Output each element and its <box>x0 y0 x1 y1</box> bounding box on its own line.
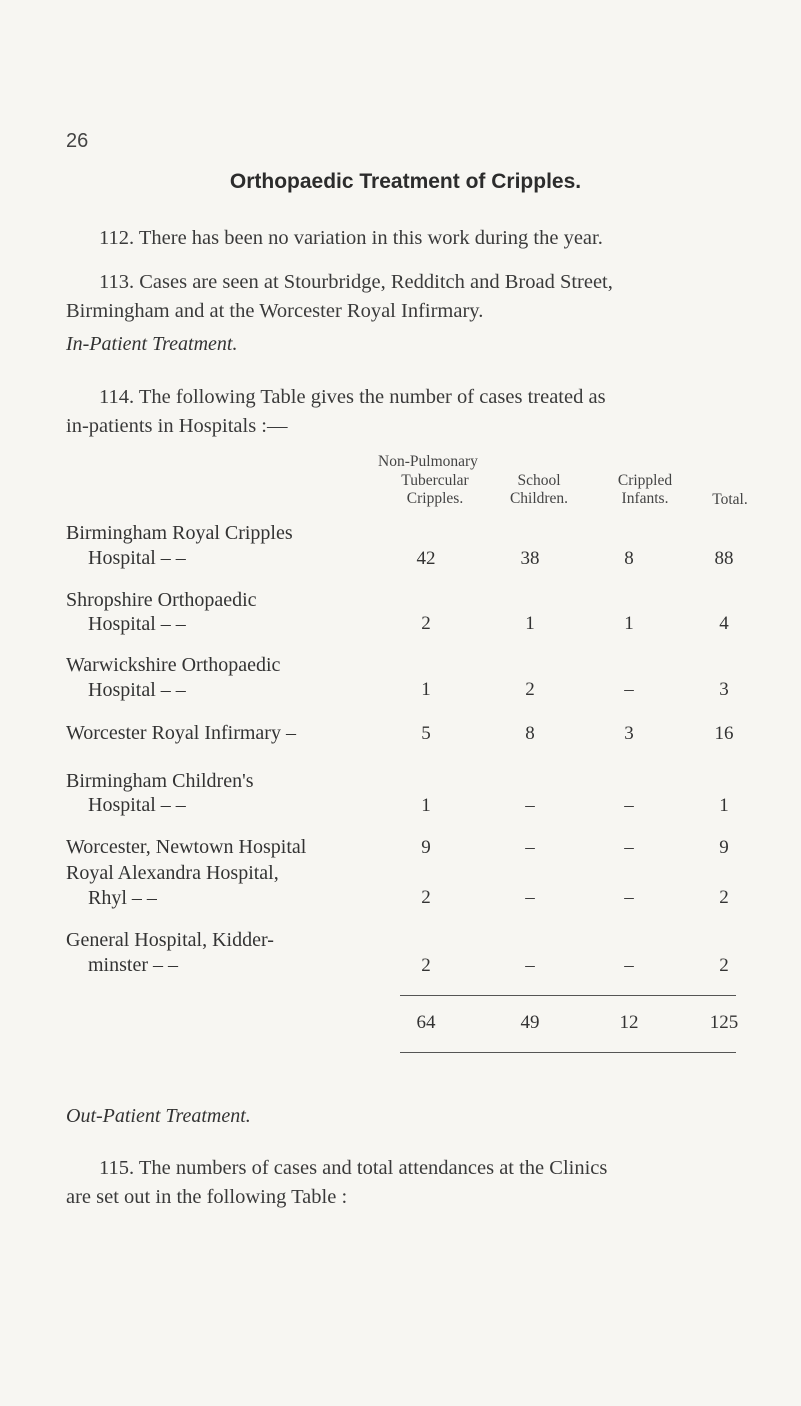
row-label-line1: Worcester, Newtown Hospital <box>66 836 307 858</box>
total-school: 49 <box>520 1012 540 1033</box>
cell-crippled: 3 <box>624 723 634 744</box>
row-label-line2: minster – – <box>88 954 178 976</box>
cell-tubercular: 42 <box>416 548 436 569</box>
cell-tubercular: 1 <box>421 679 431 700</box>
page-number: 26 <box>66 130 89 152</box>
cell-total: 88 <box>714 548 734 569</box>
cell-crippled: – <box>624 955 634 976</box>
row-label-line1: General Hospital, Kidder- <box>66 929 274 951</box>
table-group-header: Non-Pulmonary <box>378 453 478 470</box>
cell-school: – <box>525 887 535 908</box>
row-label-line1: Warwickshire Orthopaedic <box>66 654 281 676</box>
cell-total: 4 <box>719 613 729 634</box>
cell-total: 1 <box>719 795 729 816</box>
outpatient-heading: Out-Patient Treatment. <box>66 1105 251 1127</box>
row-label-line2: Hospital – – <box>88 613 186 635</box>
total-tubercular: 64 <box>416 1012 436 1033</box>
cell-total: 16 <box>714 723 734 744</box>
paragraph-115: 115. The numbers of cases and total attendances at the Clinics are set out in the following Table : <box>66 1157 608 1208</box>
cell-crippled: – <box>624 837 634 858</box>
cell-crippled: – <box>624 795 634 816</box>
cell-tubercular: 1 <box>421 795 431 816</box>
col-header-crippled: Crippled Infants. <box>617 472 673 507</box>
col-header-total: Total. <box>712 491 748 508</box>
cell-school: 1 <box>525 613 535 634</box>
cell-crippled: 1 <box>624 613 634 634</box>
paragraph-113: 113. Cases are seen at Stourbridge, Redditch and Broad Street, Birmingham and at the Worcester Royal Infirmary. <box>66 271 613 322</box>
cell-total: 3 <box>719 679 729 700</box>
paragraph-112: 112. There has been no variation in this work during the year. <box>99 227 603 249</box>
paragraph-114: 114. The following Table gives the number of cases treated as in-patients in Hospitals :— <box>66 386 606 437</box>
total-total: 125 <box>709 1012 739 1033</box>
total-rule-top <box>400 995 736 996</box>
cell-tubercular: 2 <box>421 613 431 634</box>
cell-total: 2 <box>719 887 729 908</box>
row-label-line1: Shropshire Orthopaedic <box>66 589 257 611</box>
cell-tubercular: 2 <box>421 887 431 908</box>
cell-tubercular: 2 <box>421 955 431 976</box>
cell-school: – <box>525 837 535 858</box>
row-label-line2: Hospital – – <box>88 794 186 816</box>
cell-crippled: 8 <box>624 548 634 569</box>
cell-tubercular: 5 <box>421 723 431 744</box>
row-label-line1: Royal Alexandra Hospital, <box>66 862 279 884</box>
cell-school: 2 <box>525 679 535 700</box>
row-label-line2: Hospital – – <box>88 679 186 701</box>
col-header-tubercular: Tubercular Cripples. <box>401 472 469 507</box>
row-label-line2: Rhyl – – <box>88 887 157 909</box>
cell-school: – <box>525 955 535 976</box>
cell-crippled: – <box>624 679 634 700</box>
cell-tubercular: 9 <box>421 837 431 858</box>
page-heading: Orthopaedic Treatment of Cripples. <box>229 170 582 193</box>
cell-crippled: – <box>624 887 634 908</box>
row-label-line1: Birmingham Royal Cripples <box>66 522 293 544</box>
row-label-line1: Birmingham Children's <box>66 770 254 792</box>
row-label-line2: Hospital – – <box>88 547 186 569</box>
cell-total: 9 <box>719 837 729 858</box>
inpatient-heading: In-Patient Treatment. <box>66 333 238 355</box>
cell-school: 8 <box>525 723 535 744</box>
cell-school: – <box>525 795 535 816</box>
cell-total: 2 <box>719 955 729 976</box>
row-label-line1: Worcester Royal Infirmary – <box>66 722 296 744</box>
cell-school: 38 <box>520 548 540 569</box>
col-header-school: School Children. <box>509 472 569 507</box>
total-crippled: 12 <box>619 1012 639 1033</box>
total-rule-bottom <box>400 1052 736 1053</box>
